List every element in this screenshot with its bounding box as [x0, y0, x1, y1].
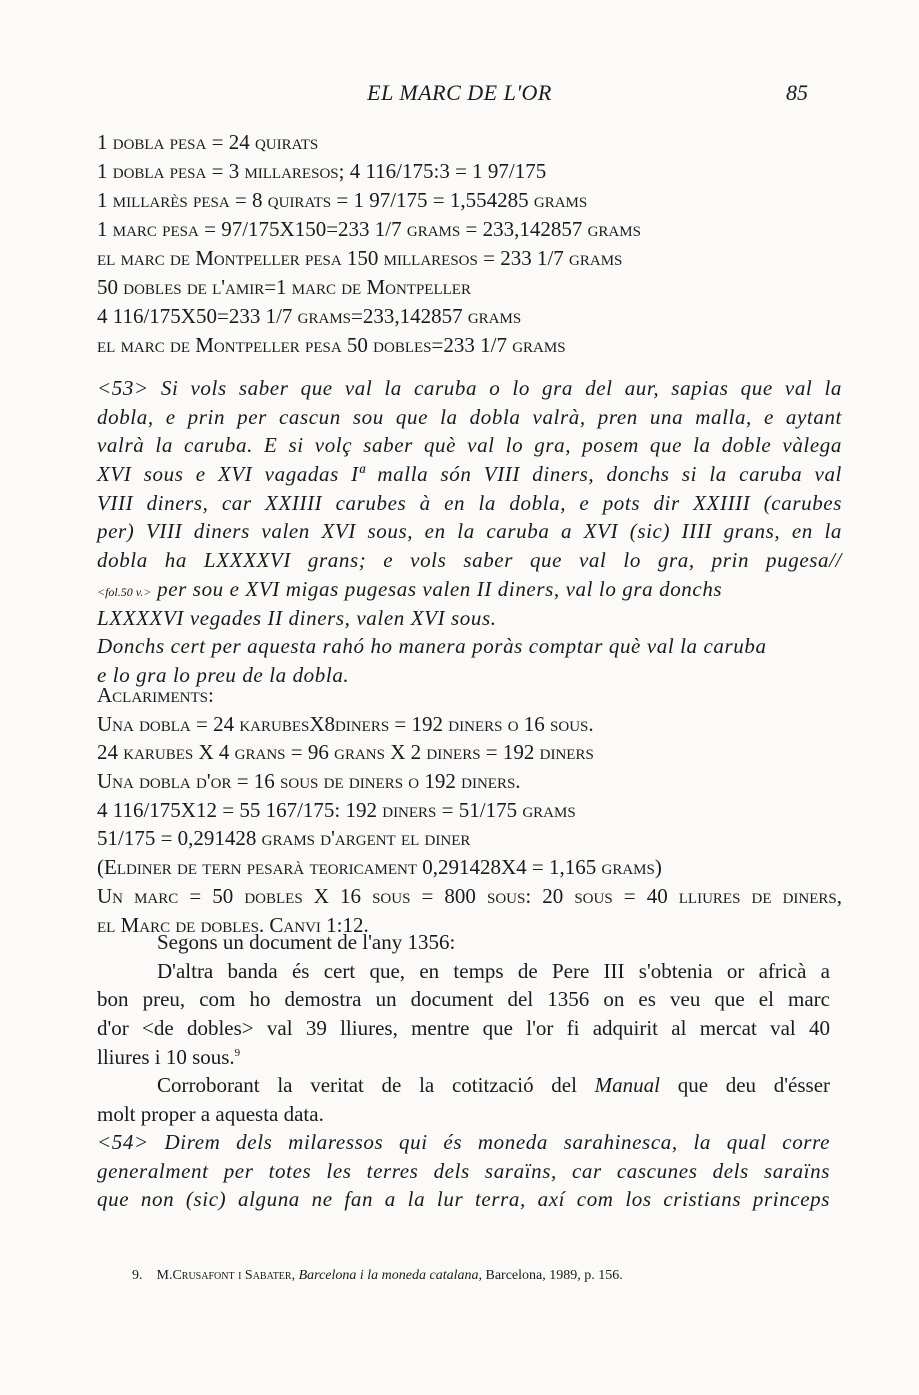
- aclariments-heading: Aclariments:: [97, 683, 214, 707]
- quote-line-rest: per sou e XVI migas pugesas valen II diners, val lo gra donchs: [151, 576, 723, 601]
- body-line: d'or <de dobles> val 39 lliures, mentre que l'or fi adquirit al mercat val 40: [97, 1016, 830, 1041]
- equation-line: 50 dobles de l'amir=1 marc de Montpeller: [97, 275, 471, 299]
- quote-line: <54> Direm dels milaressos qui és moneda sarahinesca, la qual corre: [97, 1130, 830, 1154]
- quote-line-folio: [97, 575, 842, 604]
- quote-line: <53> Si vols saber que val la caruba o lo gra del aur, sapias que val la: [97, 376, 842, 400]
- manual-title: Manual: [594, 1073, 660, 1098]
- body-line-text: lliures i 10 sous.: [97, 1044, 235, 1069]
- body-line: bon preu, com ho demostra un document del 1356 on es veu que el marc: [97, 987, 830, 1012]
- equation-line: 1 millarès pesa = 8 quirats = 1 97/175 = 1,554285 grams: [97, 188, 588, 212]
- footnote-ref[interactable]: 9: [234, 1046, 241, 1059]
- footnote-author: M.Crusafont i Sabater,: [156, 1268, 296, 1283]
- footnote-rest: Barcelona, 1989, p. 156.: [482, 1268, 623, 1283]
- folio-marker: <fol.50 v.>: [97, 584, 152, 599]
- aclariments-line: (Eldiner de tern pesarà teoricament 0,291428X4 = 1,165 grams): [97, 855, 662, 880]
- body-line: Segons un document de l'any 1356:: [157, 930, 456, 954]
- equation-line: el marc de Montpeller pesa 50 dobles=233 1/7 grams: [97, 333, 566, 357]
- equation-line: 1 marc pesa = 97/175X150=233 1/7 grams = 233,142857 grams: [97, 217, 641, 241]
- footnote: [132, 1268, 623, 1284]
- page-number: 85: [786, 80, 808, 105]
- quote-line: dobla ha LXXXXVI grans; e vols saber que val lo gra, prin pugesa//: [97, 548, 842, 573]
- aclariments-line: el Marc de dobles. Canvi 1:12.: [97, 912, 369, 937]
- footnote-book-title: Barcelona i la moneda catalana,: [298, 1268, 482, 1283]
- aclariments-line: Una dobla = 24 karubesX8diners = 192 diners o 16 sous.: [97, 711, 594, 736]
- body-line: D'altra banda és cert que, en temps de Pere III s'obtenia or africà a: [157, 958, 830, 983]
- body-line: molt proper a aquesta data.: [97, 1102, 324, 1127]
- equation-line: el marc de Montpeller pesa 150 millaresos = 233 1/7 grams: [97, 246, 623, 270]
- quote-53-block: [97, 374, 842, 690]
- body-line: [97, 1043, 830, 1072]
- aclariments-line: 4 116/175X12 = 55 167/175: 192 diners = 51/175 grams: [97, 797, 576, 822]
- quote-54-block: [97, 1128, 830, 1214]
- body-line: [97, 1071, 830, 1100]
- equation-line: 1 dobla pesa = 3 millaresos; 4 116/175:3 = 1 97/175: [97, 159, 547, 183]
- quote-line: dobla, e prin per cascun sou que la dobla valrà, pren una malla, e aytant: [97, 404, 842, 429]
- corroborant-after: que deu d'ésser: [659, 1073, 831, 1098]
- equations-block: [97, 128, 857, 360]
- corroborant-before: Corroborant la veritat de la cotització del: [157, 1073, 595, 1098]
- aclariments-line: 51/175 = 0,291428 grams d'argent el diner: [97, 826, 471, 851]
- body-text-block: [97, 928, 830, 1129]
- equation-line: 4 116/175X50=233 1/7 grams=233,142857 grams: [97, 304, 522, 328]
- quote-line: valrà la caruba. E si volç saber què val lo gra, posem que la doble vàlega: [97, 433, 842, 458]
- quote-line: e lo gra lo preu de la dobla.: [97, 662, 350, 687]
- aclariments-line: Una dobla d'or = 16 sous de diners o 192 diners.: [97, 769, 521, 794]
- quote-line: que non (sic) alguna ne fan a la lur terra, axí com los cristians princeps: [97, 1187, 830, 1212]
- quote-line: per) VIII diners valen XVI sous, en la caruba a XVI (sic) IIII grans, en la: [97, 519, 842, 544]
- quote-line: Donchs cert per aquesta rahó ho manera poràs comptar què val la caruba: [97, 634, 767, 659]
- quote-line: VIII diners, car XXIIII carubes à en la dobla, e pots dir XXIIII (carubes: [97, 490, 842, 515]
- quote-line: XVI sous e XVI vagadas Iª malla són VIII diners, donchs si la caruba val: [97, 462, 842, 487]
- aclariments-line: 24 karubes X 4 grans = 96 grans X 2 diners = 192 diners: [97, 740, 594, 765]
- equation-line: 1 dobla pesa = 24 quirats: [97, 130, 319, 154]
- aclariments-block: [97, 681, 842, 939]
- quote-line: LXXXXVI vegades II diners, valen XVI sous.: [97, 605, 497, 630]
- aclariments-line: Un marc = 50 dobles X 16 sous = 800 sous: 20 sous = 40 lliures de diners,: [97, 883, 842, 908]
- footnote-number: 9.: [132, 1268, 143, 1283]
- quote-line: generalment per totes les terres dels saraïns, car cascunes dels saraïns: [97, 1158, 830, 1183]
- running-header-title: EL MARC DE L'OR: [367, 80, 552, 105]
